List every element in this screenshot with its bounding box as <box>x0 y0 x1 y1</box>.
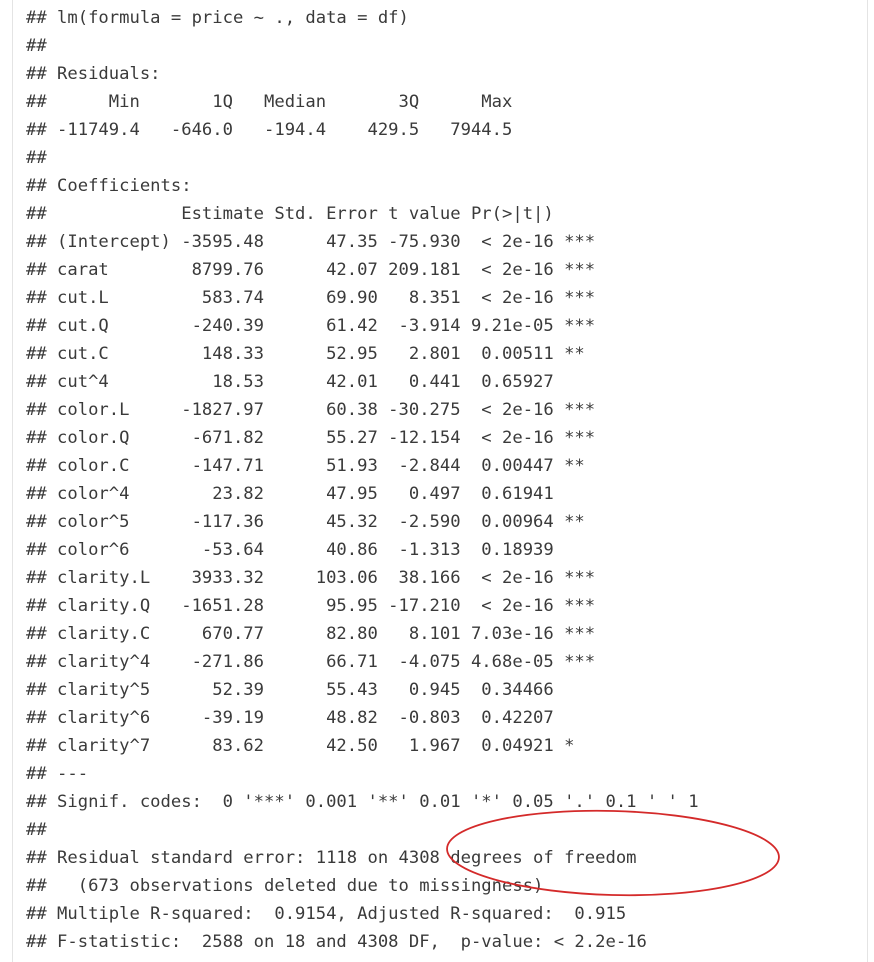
f-statistic-line: ## F-statistic: 2588 on 18 and 4308 DF, p-value: < 2.2e-16 <box>26 932 647 952</box>
blank-comment-line: ## <box>26 148 47 168</box>
coef-row-color-4: ## color^4 23.82 47.95 0.497 0.61941 <box>26 484 554 504</box>
residuals-heading: ## Residuals: <box>26 64 161 84</box>
residuals-values-row: ## -11749.4 -646.0 -194.4 429.5 7944.5 <box>26 120 513 140</box>
blank-comment-line: ## <box>26 820 47 840</box>
residual-standard-error-line: ## Residual standard error: 1118 on 4308 degrees of freedom <box>26 848 637 868</box>
r-squared-line: ## Multiple R-squared: 0.9154, Adjusted R-squared: 0.915 <box>26 904 627 924</box>
coef-row-clarity-c: ## clarity.C 670.77 82.80 8.101 7.03e-16 *** <box>26 624 596 644</box>
coef-row-clarity-4: ## clarity^4 -271.86 66.71 -4.075 4.68e-05 *** <box>26 652 596 672</box>
coef-row-intercept: ## (Intercept) -3595.48 47.35 -75.930 < 2e-16 *** <box>26 232 596 252</box>
coefficients-heading: ## Coefficients: <box>26 176 192 196</box>
coef-row-color-q: ## color.Q -671.82 55.27 -12.154 < 2e-16 *** <box>26 428 596 448</box>
coef-row-clarity-l: ## clarity.L 3933.32 103.06 38.166 < 2e-16 *** <box>26 568 596 588</box>
coef-row-clarity-q: ## clarity.Q -1651.28 95.95 -17.210 < 2e-16 *** <box>26 596 596 616</box>
coef-row-clarity-7: ## clarity^7 83.62 42.50 1.967 0.04921 * <box>26 736 575 756</box>
coef-row-carat: ## carat 8799.76 42.07 209.181 < 2e-16 *** <box>26 260 596 280</box>
coef-row-cut-q: ## cut.Q -240.39 61.42 -3.914 9.21e-05 *** <box>26 316 596 336</box>
coef-row-cut-c: ## cut.C 148.33 52.95 2.801 0.00511 ** <box>26 344 585 364</box>
coef-row-cut-4: ## cut^4 18.53 42.01 0.441 0.65927 <box>26 372 554 392</box>
missing-observations-line: ## (673 observations deleted due to missingness) <box>26 876 544 896</box>
coef-row-color-6: ## color^6 -53.64 40.86 -1.313 0.18939 <box>26 540 554 560</box>
signif-codes-line: ## Signif. codes: 0 '***' 0.001 '**' 0.01 '*' 0.05 '.' 0.1 ' ' 1 <box>26 792 699 812</box>
coef-row-clarity-6: ## clarity^6 -39.19 48.82 -0.803 0.42207 <box>26 708 554 728</box>
residuals-header-row: ## Min 1Q Median 3Q Max <box>26 92 513 112</box>
coef-row-color-l: ## color.L -1827.97 60.38 -30.275 < 2e-16 *** <box>26 400 596 420</box>
coefficients-header-row: ## Estimate Std. Error t value Pr(>|t|) <box>26 204 554 224</box>
coef-row-color-c: ## color.C -147.71 51.93 -2.844 0.00447 ** <box>26 456 585 476</box>
coef-row-clarity-5: ## clarity^5 52.39 55.43 0.945 0.34466 <box>26 680 554 700</box>
r-output-block <box>12 0 868 962</box>
coef-row-cut-l: ## cut.L 583.74 69.90 8.351 < 2e-16 *** <box>26 288 596 308</box>
blank-comment-line: ## <box>26 36 47 56</box>
coef-row-color-5: ## color^5 -117.36 45.32 -2.590 0.00964 ** <box>26 512 585 532</box>
regression-summary-output <box>26 4 699 956</box>
call-line: ## lm(formula = price ~ ., data = df) <box>26 8 409 28</box>
separator-line: ## --- <box>26 764 89 784</box>
